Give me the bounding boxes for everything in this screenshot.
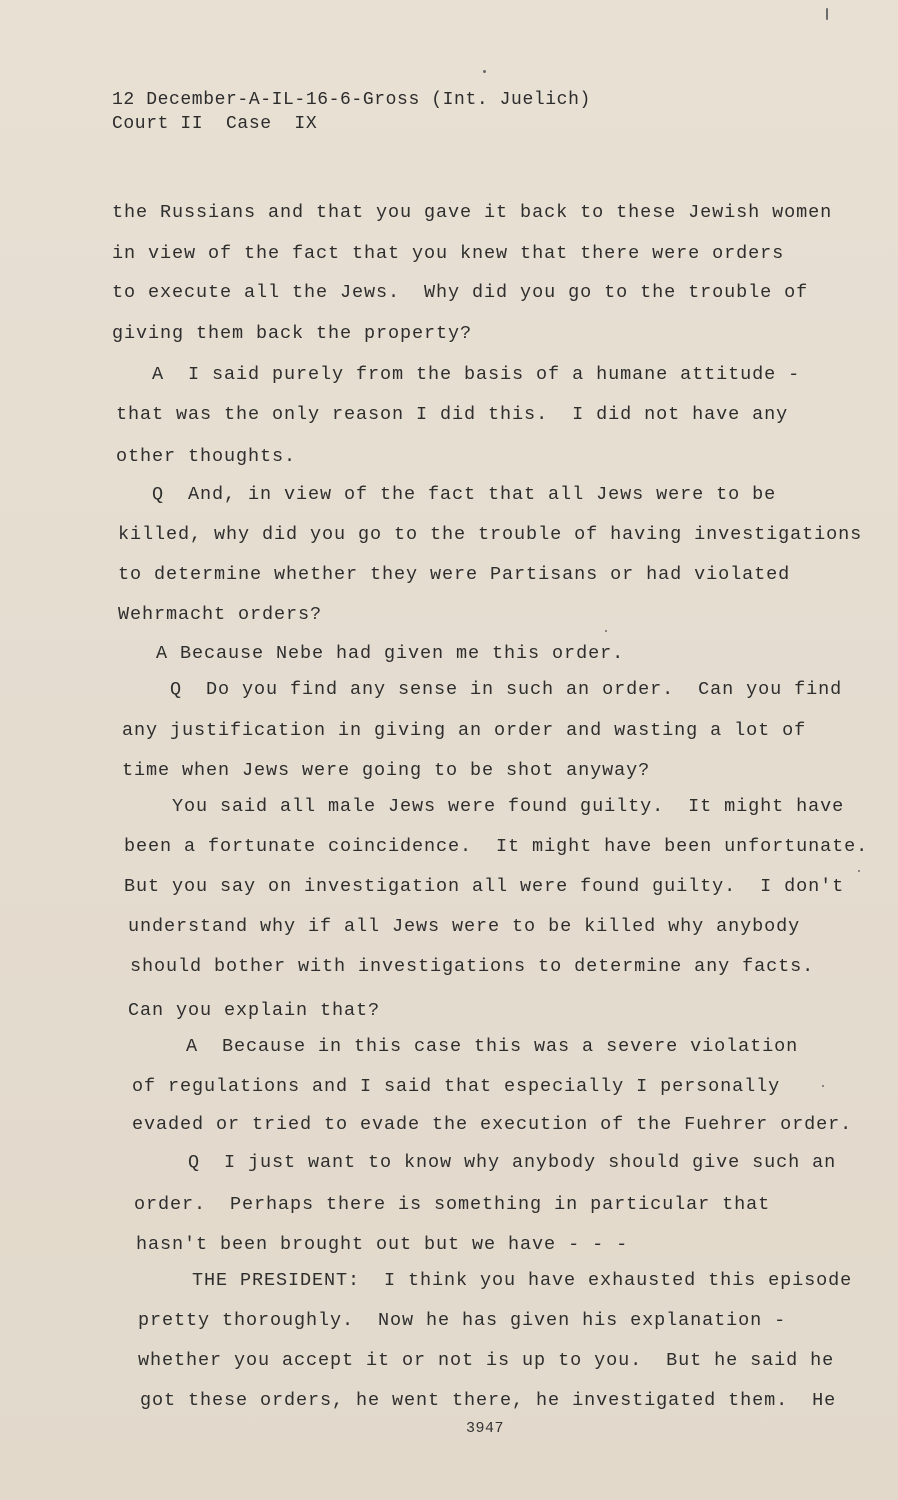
paper-speck — [822, 1085, 824, 1087]
text-line: got these orders, he went there, he investigated them. He — [140, 1390, 837, 1411]
text-line: Can you explain that? — [128, 1000, 381, 1021]
text-line: Q Do you find any sense in such an order. Can you find — [170, 679, 843, 700]
text-line: A Because in this case this was a severe violation — [186, 1036, 799, 1057]
text-line: understand why if all Jews were to be killed why anybody — [128, 916, 801, 937]
paper-speck — [858, 870, 860, 872]
text-line: Wehrmacht orders? — [118, 604, 323, 625]
text-line: giving them back the property? — [112, 323, 473, 344]
text-line: Q I just want to know why anybody should give such an — [188, 1152, 837, 1173]
page-number: 3947 — [466, 1420, 505, 1437]
text-line: But you say on investigation all were found guilty. I don't — [124, 876, 845, 897]
text-line: You said all male Jews were found guilty. It might have — [172, 796, 845, 817]
header-line-1: 12 December-A-IL-16-6-Gross (Int. Juelich) — [112, 90, 591, 110]
text-line: in view of the fact that you knew that there were orders — [112, 243, 785, 264]
text-line: Q And, in view of the fact that all Jews were to be — [152, 484, 777, 505]
paper-speck — [483, 70, 486, 73]
text-line: that was the only reason I did this. I did not have any — [116, 404, 789, 425]
text-line: A I said purely from the basis of a humane attitude - — [152, 364, 801, 385]
text-line: to determine whether they were Partisans or had violated — [118, 564, 791, 585]
text-line: to execute all the Jews. Why did you go to the trouble of — [112, 282, 809, 303]
text-line: other thoughts. — [116, 446, 297, 467]
text-line: evaded or tried to evade the execution of the Fuehrer order. — [132, 1114, 853, 1135]
text-line: of regulations and I said that especially I personally — [132, 1076, 781, 1097]
text-line: been a fortunate coincidence. It might have been unfortunate. — [124, 836, 869, 857]
text-line: whether you accept it or not is up to you. But he said he — [138, 1350, 835, 1371]
text-line: hasn't been brought out but we have - - - — [136, 1234, 629, 1255]
text-line: time when Jews were going to be shot anyway? — [122, 760, 651, 781]
text-line: order. Perhaps there is something in particular that — [134, 1194, 771, 1215]
header-line-2: Court II Case IX — [112, 114, 318, 134]
text-line: should bother with investigations to determine any facts. — [130, 956, 815, 977]
text-line: any justification in giving an order and wasting a lot of — [122, 720, 807, 741]
text-line: pretty thoroughly. Now he has given his explanation - — [138, 1310, 787, 1331]
text-line: A Because Nebe had given me this order. — [156, 643, 625, 664]
text-line: the Russians and that you gave it back to these Jewish women — [112, 202, 833, 223]
paper-speck — [826, 8, 828, 20]
text-line: killed, why did you go to the trouble of having investigations — [118, 524, 863, 545]
paper-speck — [605, 630, 607, 632]
text-line: THE PRESIDENT: I think you have exhausted this episode — [192, 1270, 853, 1291]
